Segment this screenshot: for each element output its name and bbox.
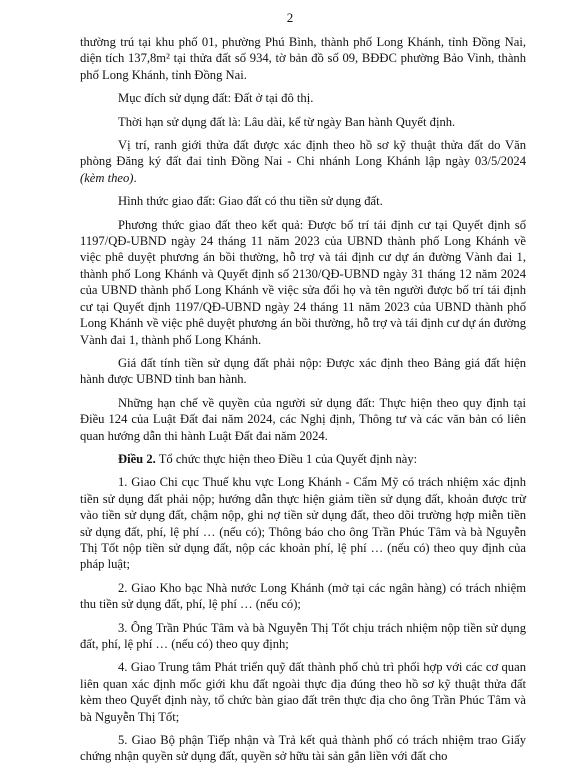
- paragraph-land-term: Thời hạn sử dụng đất là: Lâu dài, kể từ ngày Ban hành Quyết định.: [118, 114, 456, 129]
- paragraph-item-5: 5. Giao Bộ phận Tiếp nhận và Trả kết quả thành phố có trách nhiệm trao Giấy chứng nhận quyền sử dụng đất, quyền sở hữu tài sản gắn liền với đất cho: [80, 733, 526, 764]
- paragraph-restrictions: Những hạn chế về quyền của người sử dụng đất: Thực hiện theo quy định tại Điều 124 của Luật Đất đai năm 2024, các Nghị định, Thông tư và các văn bản có liên quan hướng dẫn thi hành Luật Đất đai năm 2024.: [80, 395, 526, 443]
- article-2-text: Tổ chức thực hiện theo Điều 1 của Quyết định này:: [155, 451, 418, 466]
- article-2-heading: Điều 2.: [118, 451, 156, 466]
- paragraph-owner-residence: thường trú tại khu phố 01, phường Phú Bình, thành phố Long Khánh, tỉnh Đồng Nai, diện tích 137,8m² tại thửa đất số 934, tờ bản đồ số 09, BĐĐC phường Bảo Vinh, thành phố Long Khánh, tỉnh Đồng Nai.: [80, 35, 526, 82]
- paragraph-item-3: 3. Ông Trần Phúc Tâm và bà Nguyễn Thị Tốt chịu trách nhiệm nộp tiền sử dụng đất, phí, lệ phí … (nếu có) theo quy định;: [80, 620, 526, 651]
- attached-note: (kèm theo): [80, 170, 134, 185]
- page-number: 2: [286, 10, 294, 25]
- location-text: Vị trí, ranh giới thửa đất được xác định theo hồ sơ kỹ thuật thửa đất do Văn phòng Đăng ký đất đai tỉnh Đồng Nai - Chi nhánh Long Khánh lập ngày 03/5/2024: [80, 138, 526, 169]
- paragraph-allocation-form: Hình thức giao đất: Giao đất có thu tiền sử dụng đất.: [118, 194, 383, 209]
- location-end: .: [133, 170, 137, 185]
- paragraph-item-1: 1. Giao Chi cục Thuế khu vực Long Khánh - Cẩm Mỹ có trách nhiệm xác định tiền sử dụng đất phải nộp; hướng dẫn thực hiện giảm tiền sử dụng đất, khoản được trừ vào tiền sử dụng đất, chậm nộp, ghi nợ tiền sử dụng đất, theo dõi trường hợp miễn tiền sử dụng đất, phí, lệ phí … (nếu có); Thông báo cho ông Trần Phúc Tâm và bà Nguyễn Thị Tốt nộp tiền sử dụng đất, nộp các khoản phí, lệ phí … (nếu có) theo quy định của pháp luật;: [80, 475, 526, 572]
- paragraph-land-price: Giá đất tính tiền sử dụng đất phải nộp: Được xác định theo Bảng giá đất hiện hành được UBND tỉnh ban hành.: [80, 355, 526, 387]
- paragraph-item-4: 4. Giao Trung tâm Phát triển quỹ đất thành phố chủ trì phối hợp với các cơ quan liên quan xác định mốc giới khu đất ngoài thực địa đúng theo hồ sơ kỹ thuật thửa đất kèm theo Quyết định này, tổ chức bàn giao đất trên thực địa cho ông Trần Phúc Tâm và bà Nguyễn Thị Tốt;: [80, 660, 526, 724]
- paragraph-land-purpose: Mục đích sử dụng đất: Đất ở tại đô thị.: [118, 91, 314, 106]
- paragraph-article-2: [80, 451, 526, 467]
- document-body: [80, 34, 526, 772]
- paragraph-allocation-method: Phương thức giao đất theo kết quả: Được bố trí tái định cư tại Quyết định số 1197/QĐ-UBND ngày 24 tháng 11 năm 2023 của UBND thành phố Long Khánh về việc phê duyệt phương án bồi thường, hỗ trợ và tái định cư dự án đường Vành đai 1, thành phố Long Khánh và Quyết định số 2130/QĐ-UBND ngày 31 tháng 12 năm 2024 của UBND thành phố Long Khánh về việc sửa đổi họ và tên người được bố trí tái định cư tại Quyết định 1197/QĐ-UBND ngày 24 tháng 11 năm 2023 của UBND thành phố Long Khánh về việc phê duyệt phương án bồi thường, hỗ trợ và tái định cư dự án đường Vành đai 1, thành phố Long Khánh.: [80, 217, 526, 347]
- paragraph-land-location: [80, 137, 526, 186]
- paragraph-item-2: 2. Giao Kho bạc Nhà nước Long Khánh (mở tại các ngân hàng) có trách nhiệm thu tiền sử dụng đất, phí, lệ phí … (nếu có);: [80, 580, 526, 612]
